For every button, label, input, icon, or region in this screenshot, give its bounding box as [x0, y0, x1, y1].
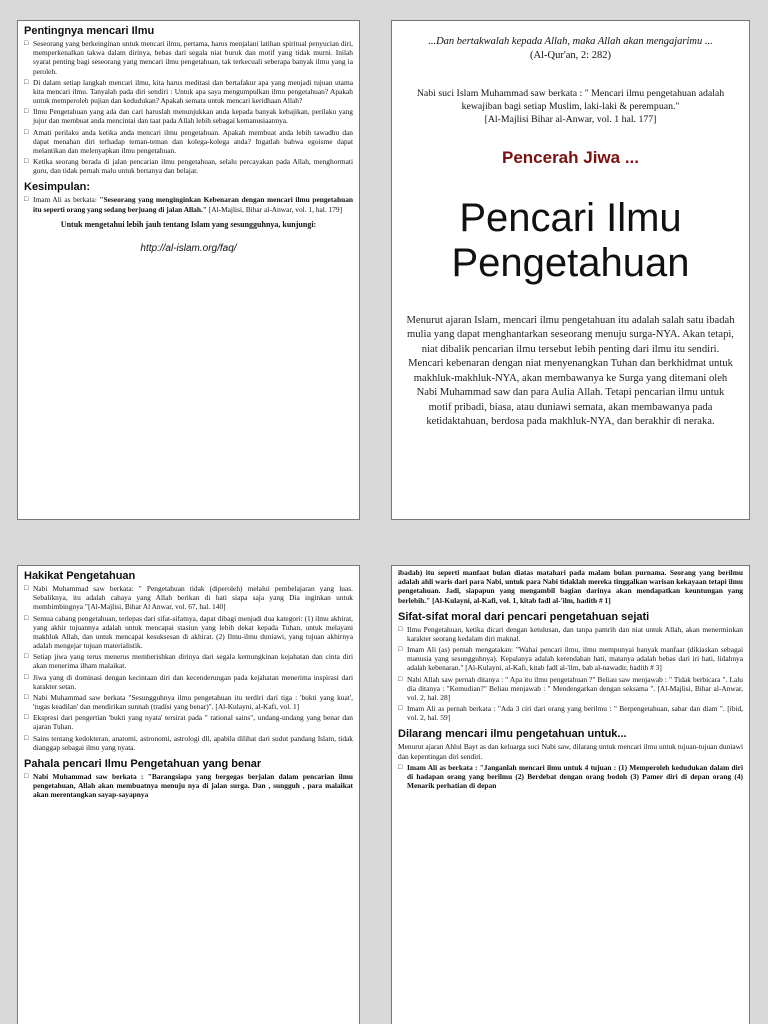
list-item: □ Ekspresi dari pengertian 'bukti yang nyata' tersirat pada " rational sains", undang-undang yang benar dan ajaran Tuhan.: [24, 713, 353, 731]
list-item: □ Ketika seorang berada di jalan pencarian ilmu pengetahuan, selalu percayakan pada Allah, menghormati guru, dan tidak pernah malu untuk bertanya dan belajar.: [24, 157, 353, 175]
hadith-quote-text: Nabi suci Islam Muhammad saw berkata : " Mencari ilmu pengetahuan adalah kewajiban bagi setiap Muslim, laki-laki & perempuan.": [416, 88, 725, 113]
forbidden-list: [398, 763, 743, 791]
panel-morals: [391, 565, 750, 1024]
panel-nature: [17, 565, 360, 1024]
website-link[interactable]: http://al-islam.org/faq/: [140, 242, 237, 254]
list-item: □ Imam Ali (as) pernah mengatakan: "Wahai pencari ilmu, ilmu mempunyai banyak manfaat (dikiaskan sebagai manusia yang sesungguhnya). Kepalanya adalah kerendahan hati, matanya adalah bebas dari iri hati, lidahnya adalah kebenaran." [Al-Kulayni, al-Kafi, kitab fadl al-'ilm, bab al-nawadir, hadith # 3]: [398, 645, 743, 673]
section-heading: Dilarang mencari ilmu pengetahuan untuk...: [398, 728, 627, 741]
conclusion-list: [24, 195, 353, 213]
reward-list: [24, 772, 353, 800]
page-title: [406, 196, 735, 286]
title-line: Pencari Ilmu: [459, 196, 682, 241]
quran-quote-cite: (Al-Qur'an, 2: 282): [530, 49, 611, 61]
list-item: □ Nabi Muhammad saw berkata "Sesungguhnya ilmu pengetahuan itu terdiri dari tiga : 'bukti yang kuat', 'tugas keadilan' dan mendirikan sunnah (tradisi yang benar)". [Al-Kulayni, al-Kafi, vol. 1]: [24, 693, 353, 711]
continued-text: ibadah) itu seperti manfaat bulan diatas matahari pada malam bulan purnama. Seorang yang berilmu adalah ahli waris dari para Nabi, untuk para Nabi tidaklah mereka tinggalkan warisan kekayaan tetapi ilmu pengetahuan. Jadi, siapapun yang mengambil bagian darinya akan mendapatkan keuntungan yang berlebih." [Al-Kulayni, al-Kafi, vol. 1, kitab fadl al-'ilm, hadith # 1]: [398, 568, 743, 605]
panel-importance: [17, 20, 360, 520]
summary-text: Menurut ajaran Islam, mencari ilmu pengetahuan itu adalah salah satu ibadah mulia yang dapat menghantarkan seseorang menuju surga-NYA. Akan tetapi, niat dibalik pencarian ilmu tersebut lebih penting dari ilmu itu sendiri. Mencari kebenaran dengan niat menyenangkan Tuhan dan berkhidmat untuk makhluk-makhluk-NYA, akan membawanya ke Surga yang ditemani oleh Nabi Muhammad saw dan para Aulia Allah. Tetapi pencarian ilmu untuk motif pribadi, biasa, atau duniawi semata, akan membawanya pada ketidaktahuan, berdosa pada makhluk-NYA, dan berakhir di neraka.: [406, 315, 735, 427]
list-item: □ Jiwa yang di dominasi dengan kecintaan diri dan kecenderungan pada kejahatan menerima inspirasi dari karakter setan.: [24, 673, 353, 691]
importance-list: [24, 39, 353, 175]
conclusion-heading: Kesimpulan:: [24, 181, 91, 194]
nature-list: [24, 584, 353, 752]
section-heading: Pahala pencari Ilmu Pengetahuan yang benar: [24, 757, 262, 770]
list-item: □ Imam Ali as berkata : "Janganlah mencari ilmu untuk 4 tujuan : (1) Memperoleh kedudukan dalam diri di hadapan orang yang berilmu (2) Berdebat dengan orang bodoh (3) Pamer diri di depan orang (4) Menarik perhatian di depan: [398, 763, 743, 791]
conclusion-prefix: Imam Ali as berkata:: [33, 195, 100, 205]
list-item: □ Nabi Muhammad saw berkata : "Barangsiapa yang bergegas berjalan dalam pencarian ilmu pengetahuan, Allah akan membuatnya menuju nya di jalan surga. Dan , sungguh , para malaikat akan merentangkan sayap-sayapnya: [24, 772, 353, 800]
conclusion-quote: "Seseorang yang menginginkan Kebenaran dengan mencari ilmu pengetahuan itu seperti orang yang sedang berjuang di jalan Allah.": [33, 195, 353, 214]
section-heading: Sifat-sifat moral dari pencari pengetahuan sejati: [398, 610, 650, 623]
list-item: □ Nabi Allah saw pernah ditanya : " Apa itu ilmu pengetahuan ?" Beliau saw menjawab : " Tidak berbicara ". Lalu dia ditanya : "Kemudian?" Beliau menjawab : " Mendengarkan dengan seksama ". [Al-Majlisi, Bihar al-Anwar, vol. 2, hal. 28]: [398, 675, 743, 703]
list-item: □ Imam Ali as pernah berkata : "Ada 3 ciri dari orang yang berilmu : " Berpengetahuan, sabar dan diam ". [ibid, vol. 2, hal. 59]: [398, 704, 743, 722]
title-line: Pengetahuan: [451, 241, 690, 286]
list-item: □ Sains tentang kedokteran, anatomi, astronomi, astrologi dll, apabila dilihat dari sudut pandang Islam, tidak dianggap sebagai ilmu yang nyata.: [24, 734, 353, 752]
series-title: Pencerah Jiwa ...: [501, 148, 639, 168]
hadith-quote-cite: [Al-Majlisi Bihar al-Anwar, vol. 1 hal. 177]: [484, 113, 657, 125]
visit-note: Untuk mengetahui lebih jauh tentang Islam yang sesungguhnya, kunjungi:: [60, 219, 317, 229]
panel-cover: [391, 20, 750, 520]
conclusion-section: [24, 181, 353, 213]
list-item: □ Nabi Muhammad saw berkata: " Pengetahuan tidak (diperoleh) melalui pembelajaran yang luas. Sebaliknya, itu adalah cahaya yang Allah berikan di hati siapa saja yang Dia inginkan untuk membimbingnya "[Al-Majlisi, Bihar Al Anwar, vol. 67, hal. 140]: [24, 584, 353, 612]
quran-quote: [406, 35, 735, 62]
list-item: □ Ilmu Pengetahuan yang ada dan cari haruslah menunjukkan anda kepada banyak kebajikan, perilaku yang jujur dan membuat anda mencintai dan taat pada Allah lebih sebagai kemanusiaannya.: [24, 107, 353, 125]
list-item: [24, 195, 353, 213]
hadith-quote: [406, 88, 735, 126]
list-item: □ Seseorang yang berkeinginan untuk mencari ilmu, pertama, harus menjalani latihan spiritual penyucian diri, memperkenalkan takwa dalam dirinya, bebas dari segala niat buruk dan motif yang tidak murni. Inilah syarat penting bagi seseorang yang mencari ilmu pengetahuan, tak terkecuali seberapa banyak ilmu yang ia peroleh.: [24, 39, 353, 76]
section-heading: Hakikat Pengetahuan: [24, 570, 136, 582]
list-item: □ Ilmu Pengetahuan, ketika dicari dengan ketulusan, dan tanpa pamrih dan niat untuk Allah, akan menerminkan karakter seorang kedalam diri maknal.: [398, 625, 743, 643]
list-item: □ Semua cabang pengetahuan, terlepas dari sifat-sifatnya, dapat dibagi menjadi dua kategori: (1) ilmu akhirat, yang akhir tujuannya adalah untuk mencapai stasiun yang lebih dekat kepada Tuhan, untuk melayani makhluk Allah, dan untuk mencapai kesuksesan di akhirat. (2) Ilmu-ilmu duniawi, yang tujuan akhirnya adalah mengejar tujuan materialistik.: [24, 614, 353, 651]
list-item: □ Setiap jiwa yang terus menerus memberishkan dirinya dari segala kemungkinan kejahatan dan cinta diri akan menerima ilham malaikat.: [24, 652, 353, 670]
conclusion-cite: [Al-Majlisi, Bihar al-Anwar, vol. 1, hal. 179]: [208, 204, 343, 214]
quran-quote-text: ...Dan bertakwalah kepada Allah, maka Allah akan mengajarimu ...: [428, 36, 713, 47]
list-item: □ Di dalam setiap langkah mencari ilmu, kita harus meditasi dan bertafakur apa yang menjadi tujuan utama kita mencari ilmu. Tanyalah pada diri sendiri : Untuk apa saya mengumpulkan ilmu pengetahuan? Apakah untuk memperoleh pujian dan kedudukan? Apakah semata untuk mencari keridhaan Allah?: [24, 78, 353, 106]
morals-list: [398, 625, 743, 723]
section-heading: Pentingnya mencari Ilmu: [24, 25, 155, 37]
forbidden-intro: Menurut ajaran Ahlul Bayt as dan keluarga suci Nabi saw, dilarang untuk mencari ilmu untuk tujuan-tujuan duniawi dan kepentingan diri sendiri.: [398, 742, 743, 761]
list-item: □ Amati perilaku anda ketika anda mencari ilmu pengetahuan. Apakah membuat anda lebih tawadhu dan dapat menahan diri terhadap teman-teman dan kolega-kolega anda? Ingatlah bahwa egoisme dapat melantikan dan melenyapkan ilmu pengetahuan.: [24, 128, 353, 156]
